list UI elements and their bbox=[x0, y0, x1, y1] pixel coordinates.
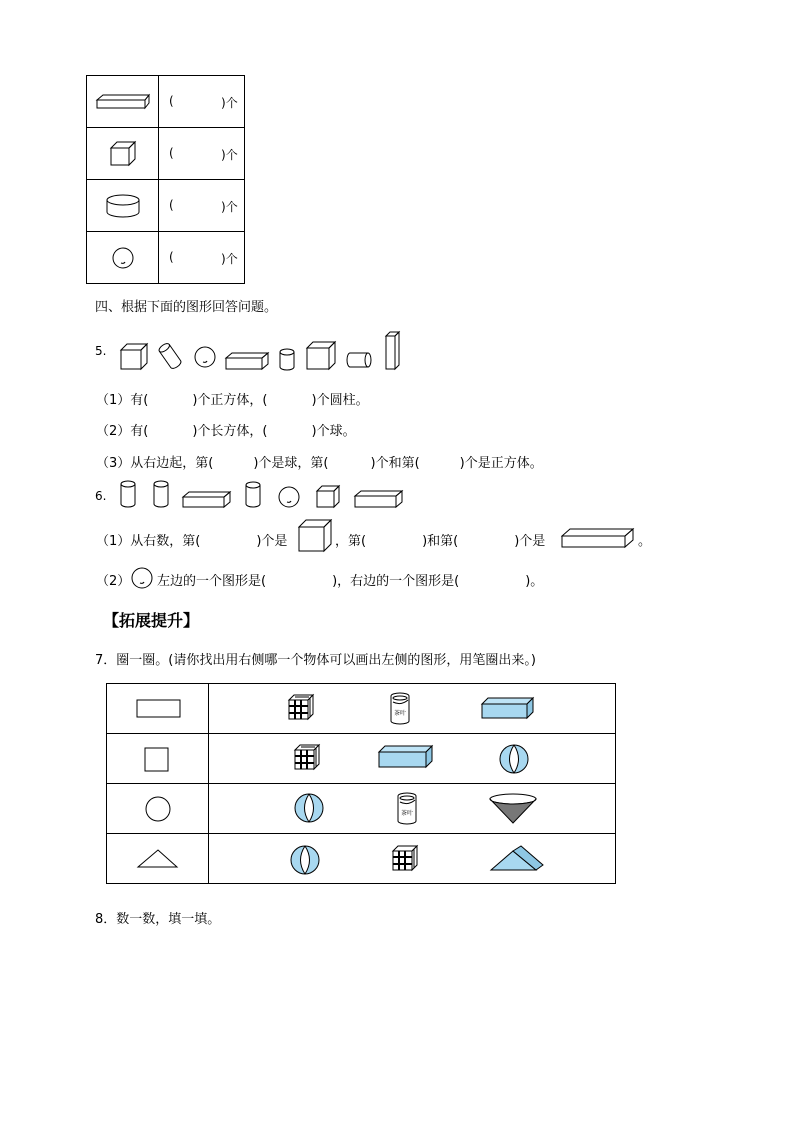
shape-cell bbox=[87, 180, 159, 232]
cuboid-flat-icon bbox=[355, 491, 402, 507]
cube-icon bbox=[298, 519, 334, 553]
table-row bbox=[87, 76, 245, 128]
sphere-icon bbox=[130, 566, 154, 590]
table-row bbox=[107, 784, 616, 834]
q6-line-2: 左边的一个图形是( )，右边的一个图形是( )。 bbox=[157, 574, 544, 589]
table-row bbox=[87, 128, 245, 180]
ball-icon[interactable] bbox=[500, 745, 528, 773]
lying-cylinder-icon bbox=[347, 353, 371, 367]
circle-icon bbox=[107, 784, 208, 833]
answer-cell[interactable] bbox=[159, 180, 245, 232]
objects-row bbox=[209, 734, 615, 783]
sphere-icon bbox=[195, 347, 215, 367]
q5-line-3: （3）从右边起，第( )个是球，第( )个和第( )个是正方体。 bbox=[96, 456, 543, 471]
objects-cell bbox=[209, 834, 616, 884]
cuboid-blue-icon[interactable] bbox=[379, 746, 432, 767]
rectangle-icon bbox=[107, 684, 208, 733]
q5-shape-row bbox=[118, 330, 408, 372]
cylinder-icon bbox=[121, 481, 135, 507]
shape-cell bbox=[87, 128, 159, 180]
cylinder-icon bbox=[280, 349, 294, 370]
ball-icon[interactable] bbox=[291, 846, 319, 874]
rubiks-cube-icon[interactable] bbox=[295, 745, 319, 769]
open-paren: ( bbox=[169, 94, 174, 108]
objects-cell bbox=[209, 684, 616, 734]
square-icon bbox=[107, 734, 208, 783]
close-unit: )个 bbox=[221, 96, 238, 110]
left-shape-cell bbox=[107, 834, 209, 884]
match-table bbox=[106, 683, 616, 884]
shape-cell bbox=[87, 232, 159, 284]
section-4-title: 四、根据下面的图形回答问题。 bbox=[95, 300, 278, 315]
table-row bbox=[87, 180, 245, 232]
tall-cuboid-icon bbox=[386, 332, 399, 369]
q6-number: 6. bbox=[95, 489, 107, 503]
left-shape-cell bbox=[107, 734, 209, 784]
cube-icon bbox=[307, 342, 335, 369]
answer-cell[interactable] bbox=[159, 76, 245, 128]
cylinder-icon bbox=[154, 481, 168, 507]
cylinder-icon bbox=[104, 193, 142, 219]
q5-line-1: （1）有( )个正方体，( )个圆柱。 bbox=[96, 393, 369, 408]
q6-line-1: （1）从右数，第( )个是 bbox=[96, 534, 288, 549]
tilted-cylinder-icon bbox=[158, 342, 183, 370]
cuboid-blue-icon[interactable] bbox=[482, 698, 533, 718]
tea-can-icon[interactable] bbox=[391, 693, 409, 724]
triangular-prism-icon[interactable] bbox=[491, 846, 543, 870]
q6-shape-row bbox=[118, 478, 408, 510]
q8-title: 8．数一数，填一填。 bbox=[95, 912, 221, 927]
close-unit: )个 bbox=[221, 148, 238, 162]
answer-cell[interactable] bbox=[159, 128, 245, 180]
rubiks-cube-icon[interactable] bbox=[289, 695, 313, 719]
cube-icon bbox=[121, 344, 147, 369]
table-row bbox=[87, 232, 245, 284]
ball-icon[interactable] bbox=[295, 794, 323, 822]
objects-cell bbox=[209, 784, 616, 834]
q6-line-2-label: （2） bbox=[96, 574, 131, 589]
left-shape-cell bbox=[107, 784, 209, 834]
table-row bbox=[107, 734, 616, 784]
extension-heading: 【拓展提升】 bbox=[103, 611, 200, 630]
cuboid-flat-icon bbox=[226, 353, 268, 369]
triangle-icon bbox=[107, 834, 208, 883]
shape-cell bbox=[87, 76, 159, 128]
close-unit: )个 bbox=[221, 252, 238, 266]
objects-row bbox=[209, 784, 615, 833]
q6-line-1-b: ，第( )和第( )个是 bbox=[335, 534, 546, 549]
sphere-icon bbox=[111, 246, 135, 270]
cube-icon bbox=[317, 486, 339, 507]
q5-line-2: （2）有( )个长方体，( )个球。 bbox=[96, 424, 356, 439]
objects-row bbox=[209, 834, 615, 883]
table-row bbox=[107, 834, 616, 884]
cuboid-flat-icon bbox=[561, 526, 635, 550]
open-paren: ( bbox=[169, 198, 174, 212]
rubiks-cube-icon[interactable] bbox=[393, 846, 417, 870]
objects-cell bbox=[209, 734, 616, 784]
left-shape-cell bbox=[107, 684, 209, 734]
svg-text:茶叶: 茶叶 bbox=[401, 810, 414, 817]
cylinder-icon bbox=[246, 482, 260, 507]
svg-text:茶叶: 茶叶 bbox=[394, 710, 407, 717]
objects-row bbox=[209, 684, 615, 733]
close-unit: )个 bbox=[221, 200, 238, 214]
q7-title: 7．圈一圈。(请你找出用右侧哪一个物体可以画出左侧的图形，用笔圈出来。) bbox=[95, 653, 536, 668]
q5-number: 5. bbox=[95, 344, 107, 358]
tea-can-icon[interactable] bbox=[398, 793, 416, 824]
table-row bbox=[107, 684, 616, 734]
open-paren: ( bbox=[169, 146, 174, 160]
shape-count-table bbox=[86, 75, 245, 284]
cone-icon[interactable] bbox=[490, 794, 536, 823]
sphere-icon bbox=[279, 487, 299, 507]
open-paren: ( bbox=[169, 250, 174, 264]
q6-line-1-end: 。 bbox=[638, 534, 652, 549]
cube-icon bbox=[108, 140, 138, 168]
cuboid-flat-icon bbox=[95, 92, 151, 112]
cuboid-flat-icon bbox=[183, 492, 230, 507]
answer-cell[interactable] bbox=[159, 232, 245, 284]
